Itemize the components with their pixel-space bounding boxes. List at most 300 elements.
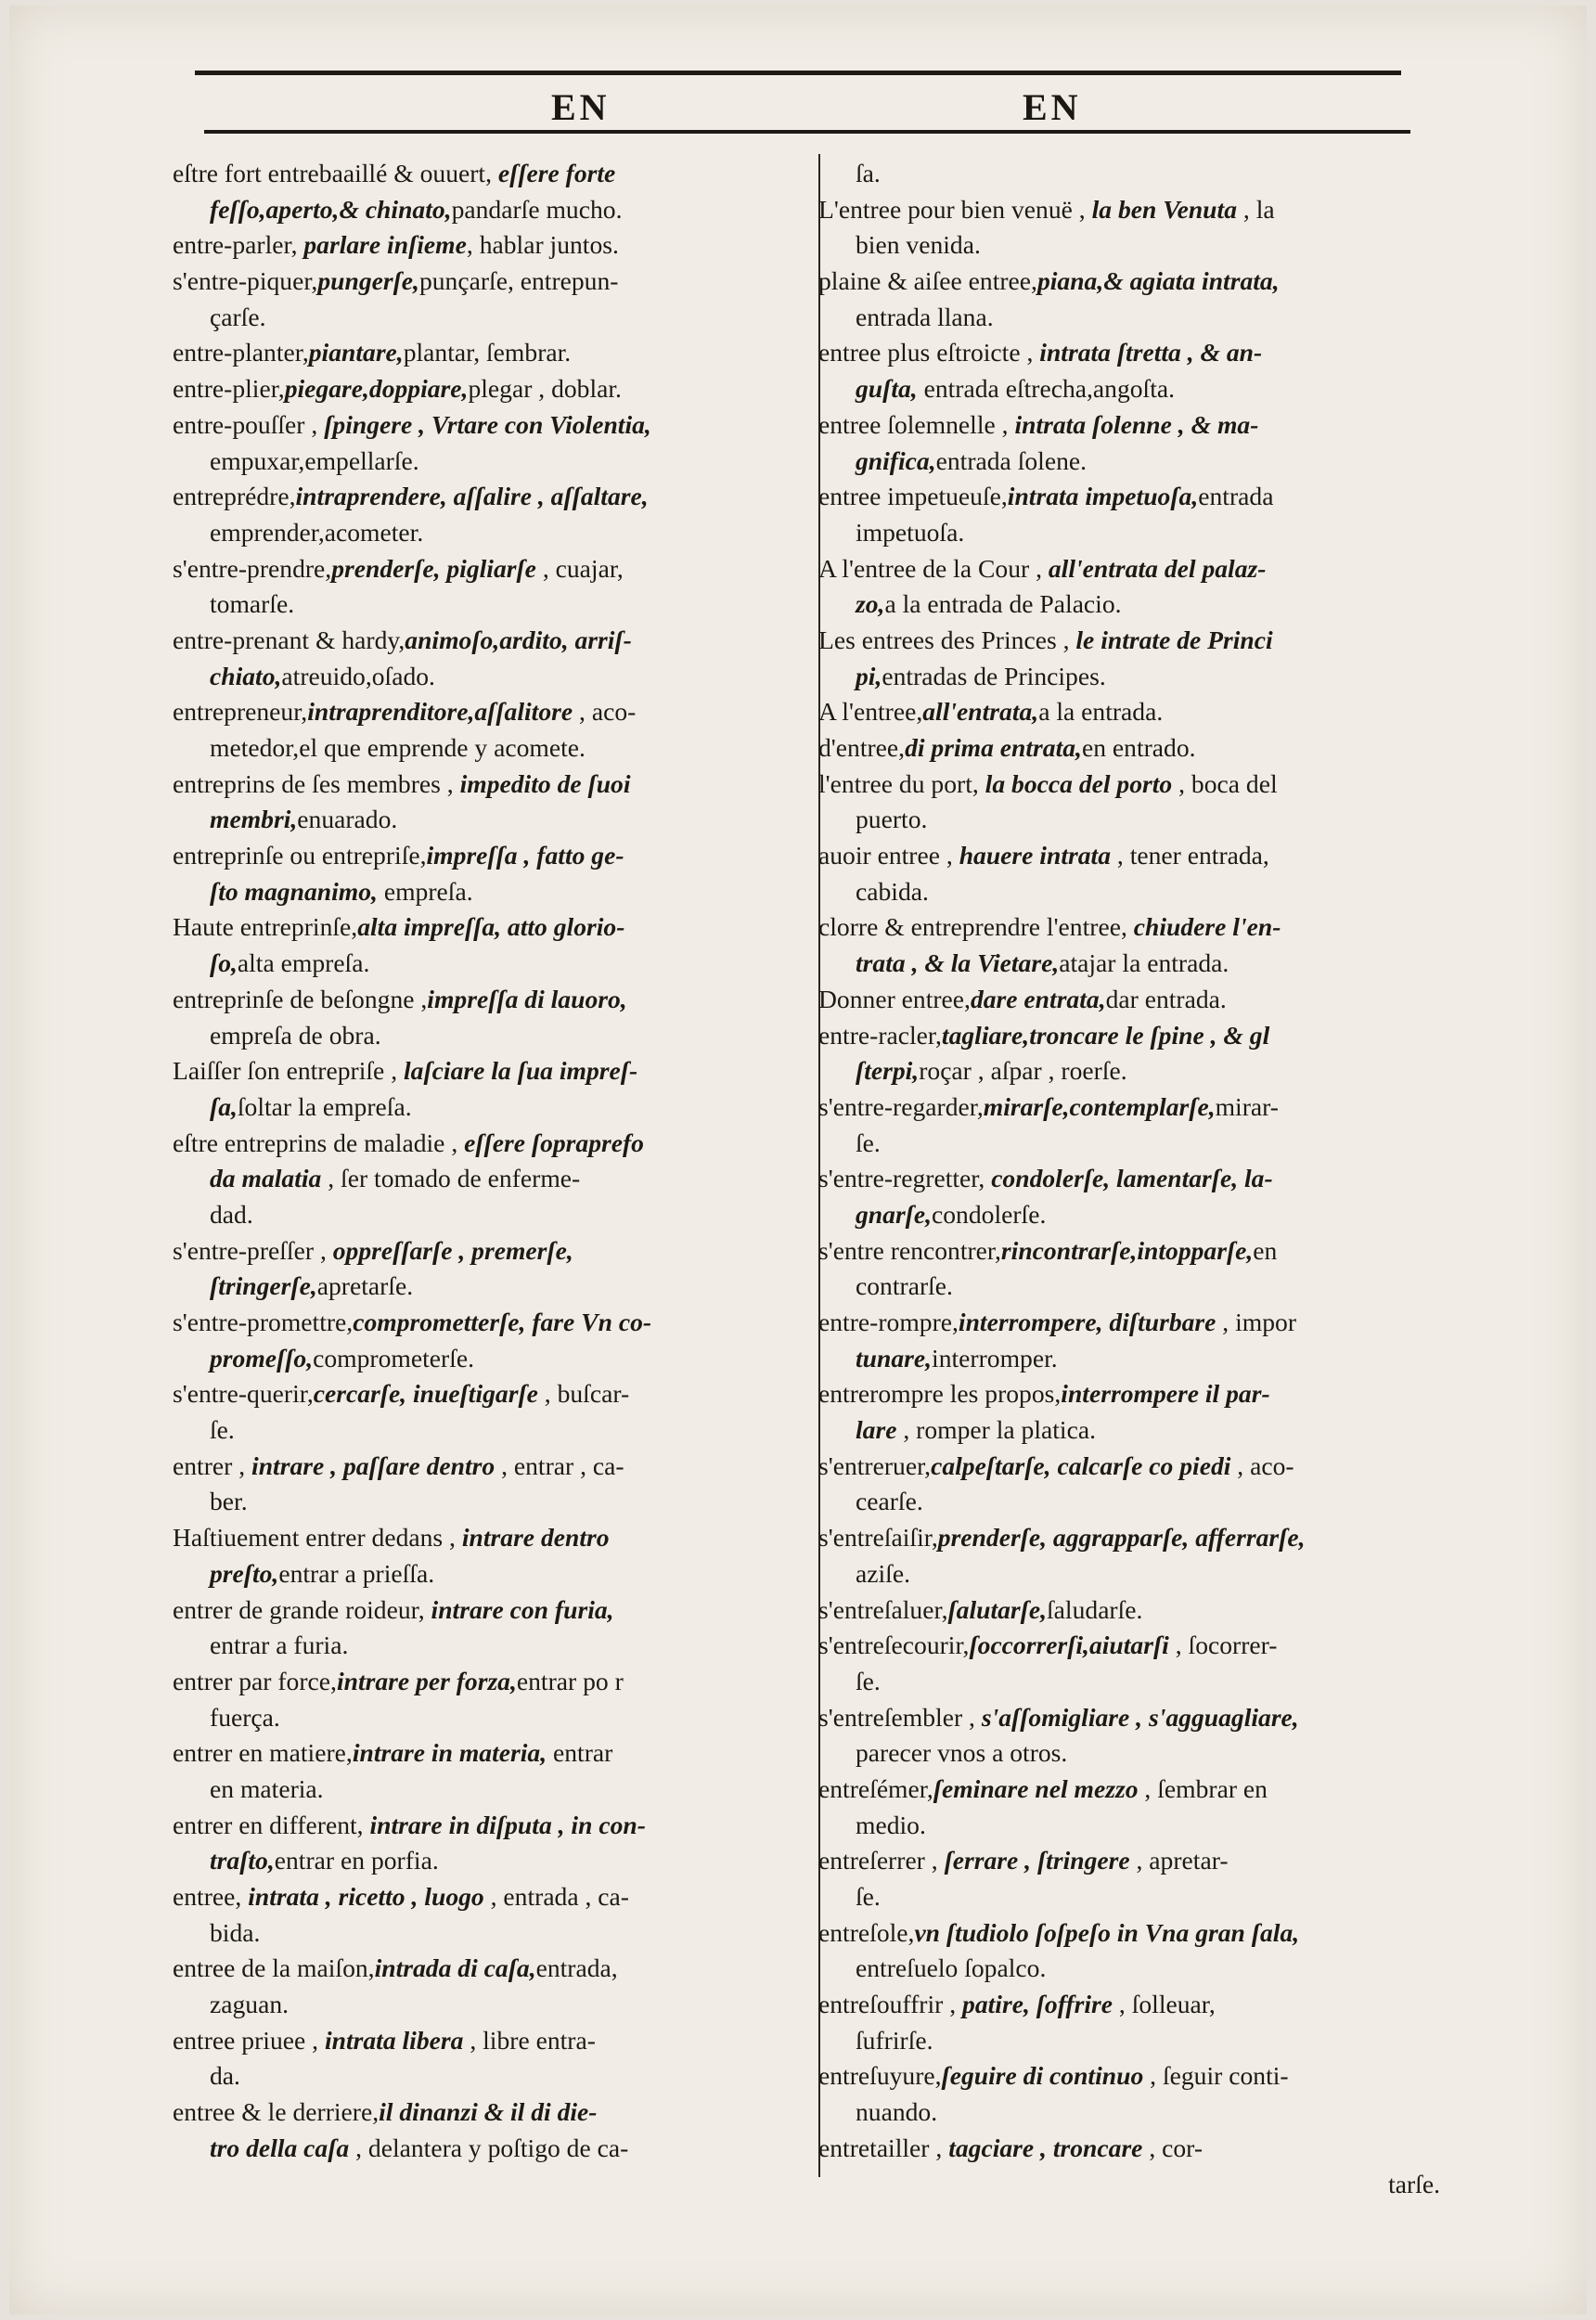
entry-text: entree impetueuſe, [818, 482, 1008, 511]
italian-gloss: ſoccorrerſi,aiutarſi [969, 1630, 1169, 1660]
entry-text: A l'entree, [818, 697, 923, 727]
entry-text: Laiſſer ſon entrepriſe , [173, 1056, 405, 1086]
italian-gloss: dare entrata, [970, 984, 1106, 1013]
entry-text: entrar a prieſſa. [278, 1558, 435, 1588]
entry-text: eſtre fort entrebaaillé & ouuert, [173, 159, 498, 187]
entry-text: ſe. [856, 1666, 881, 1695]
entry-text: empuxar,empellarſe. [210, 445, 419, 475]
entry-line [818, 1233, 1468, 1270]
entry-text: plantar, ſembrar. [403, 338, 572, 367]
entry-line [173, 874, 822, 910]
entry-text: entrar en porfia. [274, 1846, 439, 1875]
entry-line [818, 586, 1468, 623]
entry-line [173, 1161, 822, 1197]
entry-line [173, 838, 822, 874]
entry-text: ſe. [210, 1415, 235, 1445]
entry-text: punçarſe, entrepun- [418, 266, 619, 296]
italian-gloss: all'entrata del palaz- [1048, 553, 1267, 583]
entry-text: ſe. [856, 1128, 881, 1157]
italian-gloss: ſto magnanimo, [210, 876, 378, 906]
entry-line [173, 1592, 822, 1629]
entry-text: entrepreneur, [173, 697, 308, 727]
left-column [173, 156, 822, 2167]
entry-text: s'entreruer, [818, 1450, 932, 1480]
entry-line [818, 1197, 1468, 1233]
entry-line [173, 1808, 822, 1844]
italian-gloss: ſo, [210, 948, 238, 978]
entry-text: entreſole, [818, 1917, 915, 1947]
italian-gloss: il dinanzi & il di die- [379, 2097, 598, 2127]
italian-gloss: intrare con furia, [431, 1594, 614, 1624]
entry-text: tarſe. [1388, 2169, 1440, 2198]
entry-line [173, 586, 822, 623]
italian-gloss: intraprendere, aſſalire , aſſaltare, [295, 482, 649, 511]
entry-line [818, 1053, 1468, 1089]
entry-line [173, 1053, 822, 1089]
italian-gloss: intrare dentro [461, 1523, 610, 1553]
italian-gloss: all'entrata, [922, 697, 1039, 727]
entry-text: plegar , doblar. [468, 374, 622, 404]
entry-text: medio. [856, 1810, 926, 1839]
entry-line [818, 1018, 1468, 1054]
entry-text: s'entre rencontrer, [818, 1235, 1001, 1265]
italian-gloss: pungerſe, [317, 266, 419, 296]
entry-text: A l'entree de la Cour , [818, 553, 1049, 583]
entry-text: tomarſe. [210, 589, 295, 619]
entry-text: s'entre-regarder, [818, 1091, 984, 1121]
entry-text: entrada llana. [856, 302, 994, 331]
entry-line [818, 2023, 1468, 2059]
italian-gloss: comprometterſe, fare Vn co- [353, 1308, 652, 1336]
italian-gloss: gnarſe, [856, 1199, 933, 1229]
entry-text: çarſe. [210, 302, 266, 331]
entry-line [173, 659, 822, 695]
italian-gloss: parlare inſieme [303, 230, 467, 260]
entry-line [818, 838, 1468, 874]
italian-gloss: membri, [210, 805, 298, 834]
entry-text: entrar po r [516, 1666, 624, 1695]
entry-text: , buſcar- [537, 1379, 630, 1409]
entry-text: , ſembrar en [1138, 1773, 1268, 1803]
italian-gloss: la ben Venuta [1091, 194, 1237, 224]
entry-text: entree plus eſtroicte , [818, 338, 1040, 367]
italian-gloss: tunare, [856, 1343, 933, 1373]
italian-gloss: lare [856, 1415, 897, 1445]
entry-line [818, 444, 1468, 480]
entry-text: entrada eſtrecha,angoſta. [917, 374, 1176, 404]
italian-gloss: traſto, [210, 1846, 275, 1875]
entry-text: , hablar juntos. [466, 230, 619, 260]
italian-gloss: tagliare,troncare le ſpine , & gl [941, 1020, 1270, 1050]
entry-line [173, 515, 822, 551]
entry-text: en entrado. [1081, 733, 1196, 762]
italian-gloss: da malatia [210, 1164, 322, 1193]
entry-text: s'entreſaiſir, [818, 1523, 938, 1553]
italian-gloss: patire, ſoffrire [962, 1990, 1113, 2019]
entry-text: , tener entrada, [1111, 841, 1269, 870]
entry-text: , libre entra- [463, 2025, 596, 2055]
entry-line [818, 2058, 1468, 2094]
entry-line [173, 1628, 822, 1664]
italian-gloss: cercarſe, inueſtigarſe [313, 1379, 538, 1409]
entry-text: , entrar , ca- [495, 1450, 624, 1480]
entry-text: dad. [210, 1199, 253, 1229]
entry-line [173, 156, 822, 192]
italian-gloss: pi, [856, 661, 882, 690]
entry-text: d'entree, [818, 733, 906, 762]
entry-line [818, 227, 1468, 264]
entry-line [173, 2094, 822, 2131]
entry-text: entrer de grande roideur, [173, 1594, 431, 1624]
entry-line [173, 2058, 822, 2094]
header-right: EN [1023, 86, 1082, 128]
entry-text: , ſeguir conti- [1143, 2061, 1289, 2091]
italian-gloss: le intrate de Princi [1075, 625, 1273, 654]
entry-line [173, 1305, 822, 1341]
entry-text: s'entreſembler , [818, 1702, 982, 1732]
entry-text: parecer vnos a otros. [856, 1738, 1068, 1768]
entry-text: puerto. [856, 805, 928, 834]
entry-line [818, 946, 1468, 982]
entry-line [173, 1233, 822, 1270]
italian-gloss: vn ſtudiolo ſoſpeſo in Vna gran ſala, [914, 1917, 1300, 1947]
entry-line [173, 227, 822, 264]
italian-gloss: rincontrarſe,intopparſe, [1000, 1235, 1254, 1265]
entry-line [818, 1808, 1468, 1844]
entry-text: entrada ſolene. [935, 445, 1088, 475]
entry-text: , aco- [573, 697, 637, 727]
entry-text: entre-planter, [173, 338, 309, 367]
entry-text: , impor [1216, 1308, 1297, 1336]
italian-gloss: feſſo,aperto,& chinato, [210, 194, 452, 224]
entry-line [818, 1376, 1468, 1412]
entry-text: ſaludarſe. [1047, 1594, 1143, 1624]
italian-gloss: impedito de ſuoi [459, 768, 631, 798]
entry-text: entree de la maiſon, [173, 1953, 375, 1983]
italian-gloss: interrompere, diſturbare [958, 1308, 1216, 1336]
entry-text: entreſuelo ſopalco. [856, 1953, 1047, 1983]
italian-gloss: tro della caſa [210, 2133, 350, 2162]
italian-gloss: intrata , ricetto , luogo [248, 1882, 484, 1911]
italian-gloss: ſa, [210, 1091, 238, 1121]
entry-line [818, 515, 1468, 551]
entry-line [818, 192, 1468, 228]
entry-line [818, 407, 1468, 444]
entry-line [818, 1772, 1468, 1808]
entry-line [173, 1700, 822, 1736]
entry-line [818, 300, 1468, 336]
entry-text: entre-pouſſer , [173, 409, 325, 439]
entry-line [173, 730, 822, 767]
entry-line [173, 551, 822, 587]
entry-text: eſtre entreprins de maladie , [173, 1128, 465, 1157]
entry-line [818, 1412, 1468, 1449]
entry-line [173, 444, 822, 480]
entry-line [173, 694, 822, 730]
entry-text: , delantera y poſtigo de ca- [349, 2133, 629, 2162]
italian-gloss: intrare in materia, [352, 1738, 547, 1768]
entry-text: cabida. [856, 876, 929, 906]
entry-text: ſe. [856, 1882, 881, 1911]
italian-gloss: ſterpi, [856, 1056, 920, 1086]
italian-gloss: trata , & la Vietare, [856, 948, 1060, 978]
entry-text: L'entree pour bien venuë , [818, 194, 1092, 224]
entry-text: auoir entree , [818, 841, 959, 870]
entry-text: l'entree du port, [818, 768, 985, 798]
entry-text: aziſe. [856, 1558, 910, 1588]
entry-line [818, 874, 1468, 910]
entry-line [818, 1269, 1468, 1305]
entry-line [173, 1915, 822, 1952]
entry-text: s'entre-querir, [173, 1379, 314, 1409]
entry-text: roçar , aſpar , roerſe. [919, 1056, 1127, 1086]
entry-line [173, 1520, 822, 1556]
entry-text: s'entre-prendre, [173, 553, 332, 583]
entry-line [818, 1305, 1468, 1341]
entry-line [818, 659, 1468, 695]
italian-gloss: intrata ſtretta , & an- [1039, 338, 1263, 367]
entry-line [818, 767, 1468, 803]
right-column [818, 156, 1468, 2202]
entry-line [818, 1951, 1468, 1987]
entry-text: zaguan. [210, 1990, 290, 2019]
entry-line [173, 1376, 822, 1412]
entry-text: nuando. [856, 2097, 938, 2127]
entry-line [173, 1735, 822, 1772]
entry-text: Les entrees des Princes , [818, 625, 1076, 654]
entry-line [173, 1089, 822, 1126]
entry-line [173, 335, 822, 371]
italian-gloss: intrare in diſputa , in con- [369, 1810, 646, 1839]
entry-text: entrer , [173, 1450, 252, 1480]
entry-line [818, 1628, 1468, 1664]
italian-gloss: chiudere l'en- [1133, 912, 1281, 942]
italian-gloss: chiato, [210, 661, 282, 690]
entry-line [173, 2023, 822, 2059]
entry-line [173, 1341, 822, 1377]
entry-line [818, 2167, 1468, 2203]
entry-line [173, 1556, 822, 1592]
entry-line [818, 1700, 1468, 1736]
entry-text: entreſerrer , [818, 1846, 945, 1875]
entry-text: entrar [547, 1738, 613, 1768]
entry-line [818, 1341, 1468, 1377]
entry-text: Donner entree, [818, 984, 971, 1013]
entry-line [818, 1843, 1468, 1879]
italian-gloss: s'aſſomigliare , s'agguagliare, [981, 1702, 1299, 1732]
entry-text: entrer en matiere, [173, 1738, 353, 1768]
entry-text: entre-prenant & hardy, [173, 625, 405, 654]
entry-text: ſoltar la empreſa. [237, 1091, 412, 1121]
entry-text: , romper la platica. [896, 1415, 1096, 1445]
entry-text: enuarado. [297, 805, 398, 834]
entry-line [818, 1556, 1468, 1592]
entry-line [818, 802, 1468, 838]
entry-text: empreſa. [377, 876, 473, 906]
entry-text: entre-plier, [173, 374, 285, 404]
entry-line [173, 1269, 822, 1305]
entry-line [173, 1197, 822, 1233]
entry-text: bida. [210, 1917, 261, 1947]
header-rule [204, 130, 1410, 134]
entry-line [173, 2131, 822, 2167]
italian-gloss: piegare,doppiare, [284, 374, 469, 404]
entry-text: entre-rompre, [818, 1308, 959, 1336]
entry-text: a la entrada de Palacio. [884, 589, 1122, 619]
entry-text: mirar- [1215, 1091, 1279, 1121]
entry-text: interromper. [932, 1343, 1058, 1373]
italian-gloss: la bocca del porto [985, 768, 1173, 798]
entry-text: entreſuyure, [818, 2061, 942, 2091]
italian-gloss: guſta, [856, 374, 918, 404]
entry-text: entreſouffrir , [818, 1990, 963, 2019]
entry-text: a la entrada. [1038, 697, 1164, 727]
entry-text: entreprinſe ou entrepriſe, [173, 841, 427, 870]
entry-line [173, 767, 822, 803]
italian-gloss: impreſſa , fatto ge- [426, 841, 624, 870]
entry-text: s'entreſaluer, [818, 1594, 948, 1624]
entry-text: entradas de Principes. [882, 661, 1106, 690]
entry-line [818, 1592, 1468, 1629]
entry-line [818, 730, 1468, 767]
entry-text: , ſer tomado de enferme- [321, 1164, 581, 1193]
entry-text: , ſocorrer- [1168, 1630, 1278, 1660]
entry-text: comprometerſe. [313, 1343, 475, 1373]
entry-line [173, 909, 822, 946]
entry-text: entree priuee , [173, 2025, 325, 2055]
entry-line [173, 407, 822, 444]
entry-text: entree & le derriere, [173, 2097, 380, 2127]
entry-line [173, 623, 822, 659]
entry-text: contrarſe. [856, 1271, 953, 1301]
entry-line [818, 1520, 1468, 1556]
entry-text: entreprinſe de beſongne , [173, 984, 428, 1013]
top-rule [195, 71, 1401, 75]
italian-gloss: prenderſe, aggrapparſe, afferrarſe, [937, 1523, 1306, 1553]
italian-gloss: ſeminare nel mezzo [933, 1773, 1139, 1803]
entry-line [818, 982, 1468, 1018]
entry-text: empreſa de obra. [210, 1020, 381, 1050]
italian-gloss: hauere intrata [959, 841, 1111, 870]
entry-text: cearſe. [856, 1487, 923, 1516]
entry-text: , cuajar, [535, 553, 624, 583]
entry-line [818, 1161, 1468, 1197]
entry-text: Haſtiuement entrer dedans , [173, 1523, 462, 1553]
entry-text: condolerſe. [932, 1199, 1047, 1229]
italian-gloss: intrata impetuoſa, [1007, 482, 1199, 511]
entry-text: pandarſe mucho. [451, 194, 623, 224]
entry-line [818, 1664, 1468, 1700]
italian-gloss: impreſſa di lauoro, [427, 984, 627, 1013]
entry-line [818, 1915, 1468, 1952]
italian-gloss: eſſere ſopraprefo [464, 1128, 644, 1157]
italian-gloss: ſerrare , ſtringere [944, 1846, 1130, 1875]
entry-text: , ſolleuar, [1113, 1990, 1216, 2019]
entry-line [818, 1449, 1468, 1485]
entry-text: , boca del [1172, 768, 1278, 798]
entry-line [818, 264, 1468, 300]
italian-gloss: condolerſe, lamentarſe, la- [991, 1164, 1273, 1193]
entry-line [818, 1089, 1468, 1126]
entry-line [173, 1126, 822, 1162]
entry-line [173, 1879, 822, 1915]
entry-text: entre-racler, [818, 1020, 942, 1050]
entry-line [173, 1664, 822, 1700]
entry-text: impetuoſa. [856, 517, 965, 547]
italian-gloss: animoſo,ardito, arriſ- [405, 625, 632, 654]
entry-line [818, 2131, 1468, 2167]
entry-line [173, 1018, 822, 1054]
entry-text: , cor- [1142, 2133, 1203, 2162]
dictionary-page [9, 6, 1587, 2314]
entry-line [173, 1843, 822, 1879]
entry-text: , entrada , ca- [483, 1882, 629, 1911]
entry-text: s'entre-preſſer , [173, 1235, 333, 1265]
entry-line [818, 909, 1468, 946]
entry-text: entree ſolemnelle , [818, 409, 1015, 439]
italian-gloss: intrata libera [324, 2025, 464, 2055]
italian-gloss: zo, [856, 589, 885, 619]
entry-line [818, 1126, 1468, 1162]
entry-line [818, 156, 1468, 192]
entry-text: ſa. [856, 159, 881, 187]
italian-gloss: tagciare , troncare [948, 2133, 1143, 2162]
entry-line [173, 1951, 822, 1987]
entry-text: alta empreſa. [237, 948, 370, 978]
entry-text: entreſémer, [818, 1773, 933, 1803]
entry-text: fuerça. [210, 1702, 280, 1732]
entry-line [173, 371, 822, 407]
entry-line [818, 479, 1468, 515]
entry-text: apretarſe. [316, 1271, 414, 1301]
entry-line [173, 192, 822, 228]
entry-line [818, 623, 1468, 659]
italian-gloss: calpeſtarſe, calcarſe co piedi [931, 1450, 1231, 1480]
entry-line [173, 1987, 822, 2023]
entry-text: entrada, [535, 1953, 618, 1983]
entry-line [818, 1484, 1468, 1520]
entry-text: s'entre-piquer, [173, 266, 318, 296]
entry-line [818, 371, 1468, 407]
italian-gloss: intrata ſolenne , & ma- [1014, 409, 1259, 439]
entry-text: s'entreſecourir, [818, 1630, 970, 1660]
entry-line [818, 1879, 1468, 1915]
italian-gloss: alta impreſſa, atto glorio- [357, 912, 625, 942]
entry-text: metedor,el que emprende y acomete. [210, 733, 586, 762]
italian-gloss: intrada di caſa, [374, 1953, 536, 1983]
entry-text: ſufrirſe. [856, 2025, 933, 2055]
entry-text: clorre & entreprendre l'entree, [818, 912, 1134, 942]
entry-text: , apretar- [1129, 1846, 1229, 1875]
entry-text: s'entre-promettre, [173, 1308, 354, 1336]
entry-line [173, 1412, 822, 1449]
entry-text: ber. [210, 1487, 248, 1516]
entry-text: entrerompre les propos, [818, 1379, 1062, 1409]
italian-gloss: oppreſſarſe , premerſe, [332, 1235, 573, 1265]
entry-line [818, 1987, 1468, 2023]
italian-gloss: intrare per forza, [336, 1666, 517, 1695]
entry-line [818, 2094, 1468, 2131]
entry-line [173, 300, 822, 336]
italian-gloss: ſeguire di continuo [941, 2061, 1144, 2091]
entry-text: entrer par force, [173, 1666, 337, 1695]
italian-gloss: ſalutarſe, [947, 1594, 1048, 1624]
entry-line [818, 551, 1468, 587]
entry-line [818, 335, 1468, 371]
entry-line [173, 1449, 822, 1485]
entry-text: en materia. [210, 1773, 324, 1803]
italian-gloss: mirarſe,contemplarſe, [983, 1091, 1216, 1121]
